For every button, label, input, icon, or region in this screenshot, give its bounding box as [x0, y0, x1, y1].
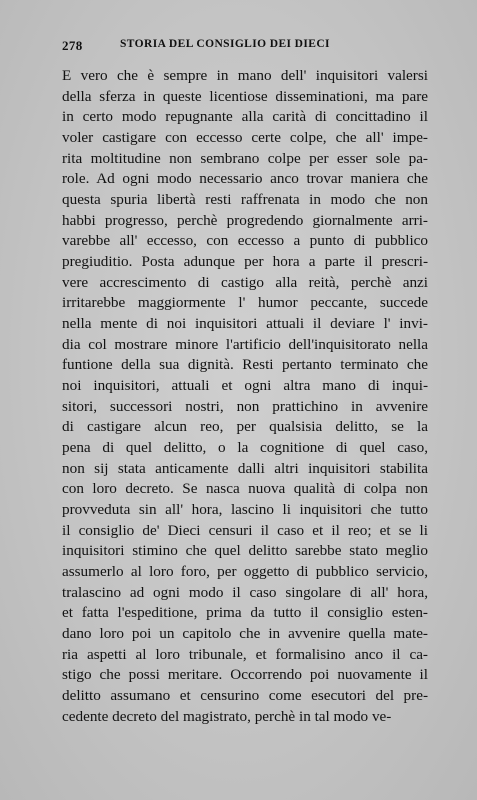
text-line: stigo che possi meritare. Occorrendo poi nuovamente il	[62, 666, 428, 684]
text-line: vere accrescimento di castigo alla reità, perchè anzi	[62, 273, 428, 291]
text-line: con loro decreto. Se nasca nuova qualità di colpa non	[62, 480, 428, 498]
text-line: nella mente di noi inquisitori attuali il deviare l' invi-	[62, 315, 428, 333]
text-line: pena di quel delitto, o la cognitione di quel caso,	[62, 439, 428, 457]
page-number: 278	[62, 38, 83, 53]
text-line: non sij stata anticamente dalli altri inquisitori stabilita	[62, 459, 428, 477]
text-line: provveduta sin all' hora, lascino li inquisitori che tutto	[62, 501, 428, 519]
text-line: della sferza in queste licentiose disseminationi, ma pare	[62, 87, 428, 105]
body-text	[62, 66, 428, 728]
text-line: noi inquisitori, attuali et ogni altra mano di inqui-	[62, 377, 428, 395]
text-line: inquisitori stimino che quel delitto sarebbe stato meglio	[62, 542, 428, 560]
text-line: funtione della sua dignità. Resti pertanto terminato che	[62, 356, 428, 374]
text-line: rita moltitudine non sembrano colpe per esser sole pa-	[62, 149, 428, 167]
text-line: delitto assumano et censurino come esecutori del pre-	[62, 687, 428, 705]
text-line: dano loro poi un capitolo che in avvenire quella mate-	[62, 625, 428, 643]
text-line: E vero che è sempre in mano dell' inquisitori valersi	[62, 67, 428, 84]
page-header	[62, 38, 417, 58]
running-title: STORIA DEL CONSIGLIO DEI DIECI	[120, 38, 330, 50]
text-line: ria aspetti al loro tribunale, et formalisino anco il ca-	[62, 645, 428, 663]
text-line: dia col mostrare minore l'artificio dell'inquisitorato nella	[62, 335, 428, 353]
text-line: et fatta l'espeditione, prima da tutto il consiglio esten-	[62, 604, 428, 622]
text-line: assumerlo al loro foro, per oggetto di pubblico servicio,	[62, 563, 428, 581]
text-line: habbi progresso, perchè progredendo giornalmente arri-	[62, 211, 428, 229]
text-line: tralascino ad ogni modo il caso singolare di all' hora,	[62, 583, 428, 601]
text-line: questa spuria libertà resti raffrenata in modo che non	[62, 191, 428, 209]
text-line: pregiuditio. Posta adunque per hora a parte il prescri-	[62, 253, 428, 271]
text-line: sitori, successori nostri, non prattichino in avvenire	[62, 397, 428, 415]
text-line: irritarebbe maggiormente l' humor peccante, succede	[62, 294, 428, 312]
text-line: di castigare alcun reo, per qualsisia delitto, se la	[62, 418, 428, 436]
text-line: voler castigare con eccesso certe colpe, che all' impe-	[62, 129, 428, 147]
text-line: il consiglio de' Dieci censuri il caso et il reo; et se li	[62, 521, 428, 539]
text-line: role. Ad ogni modo necessario anco trovar maniera che	[62, 170, 428, 188]
text-line: in certo modo repugnante alla carità di concittadino il	[62, 108, 428, 126]
text-line: varebbe all' eccesso, con eccesso a punto di pubblico	[62, 232, 428, 250]
text-line: cedente decreto del magistrato, perchè in tal modo ve-	[62, 707, 392, 725]
